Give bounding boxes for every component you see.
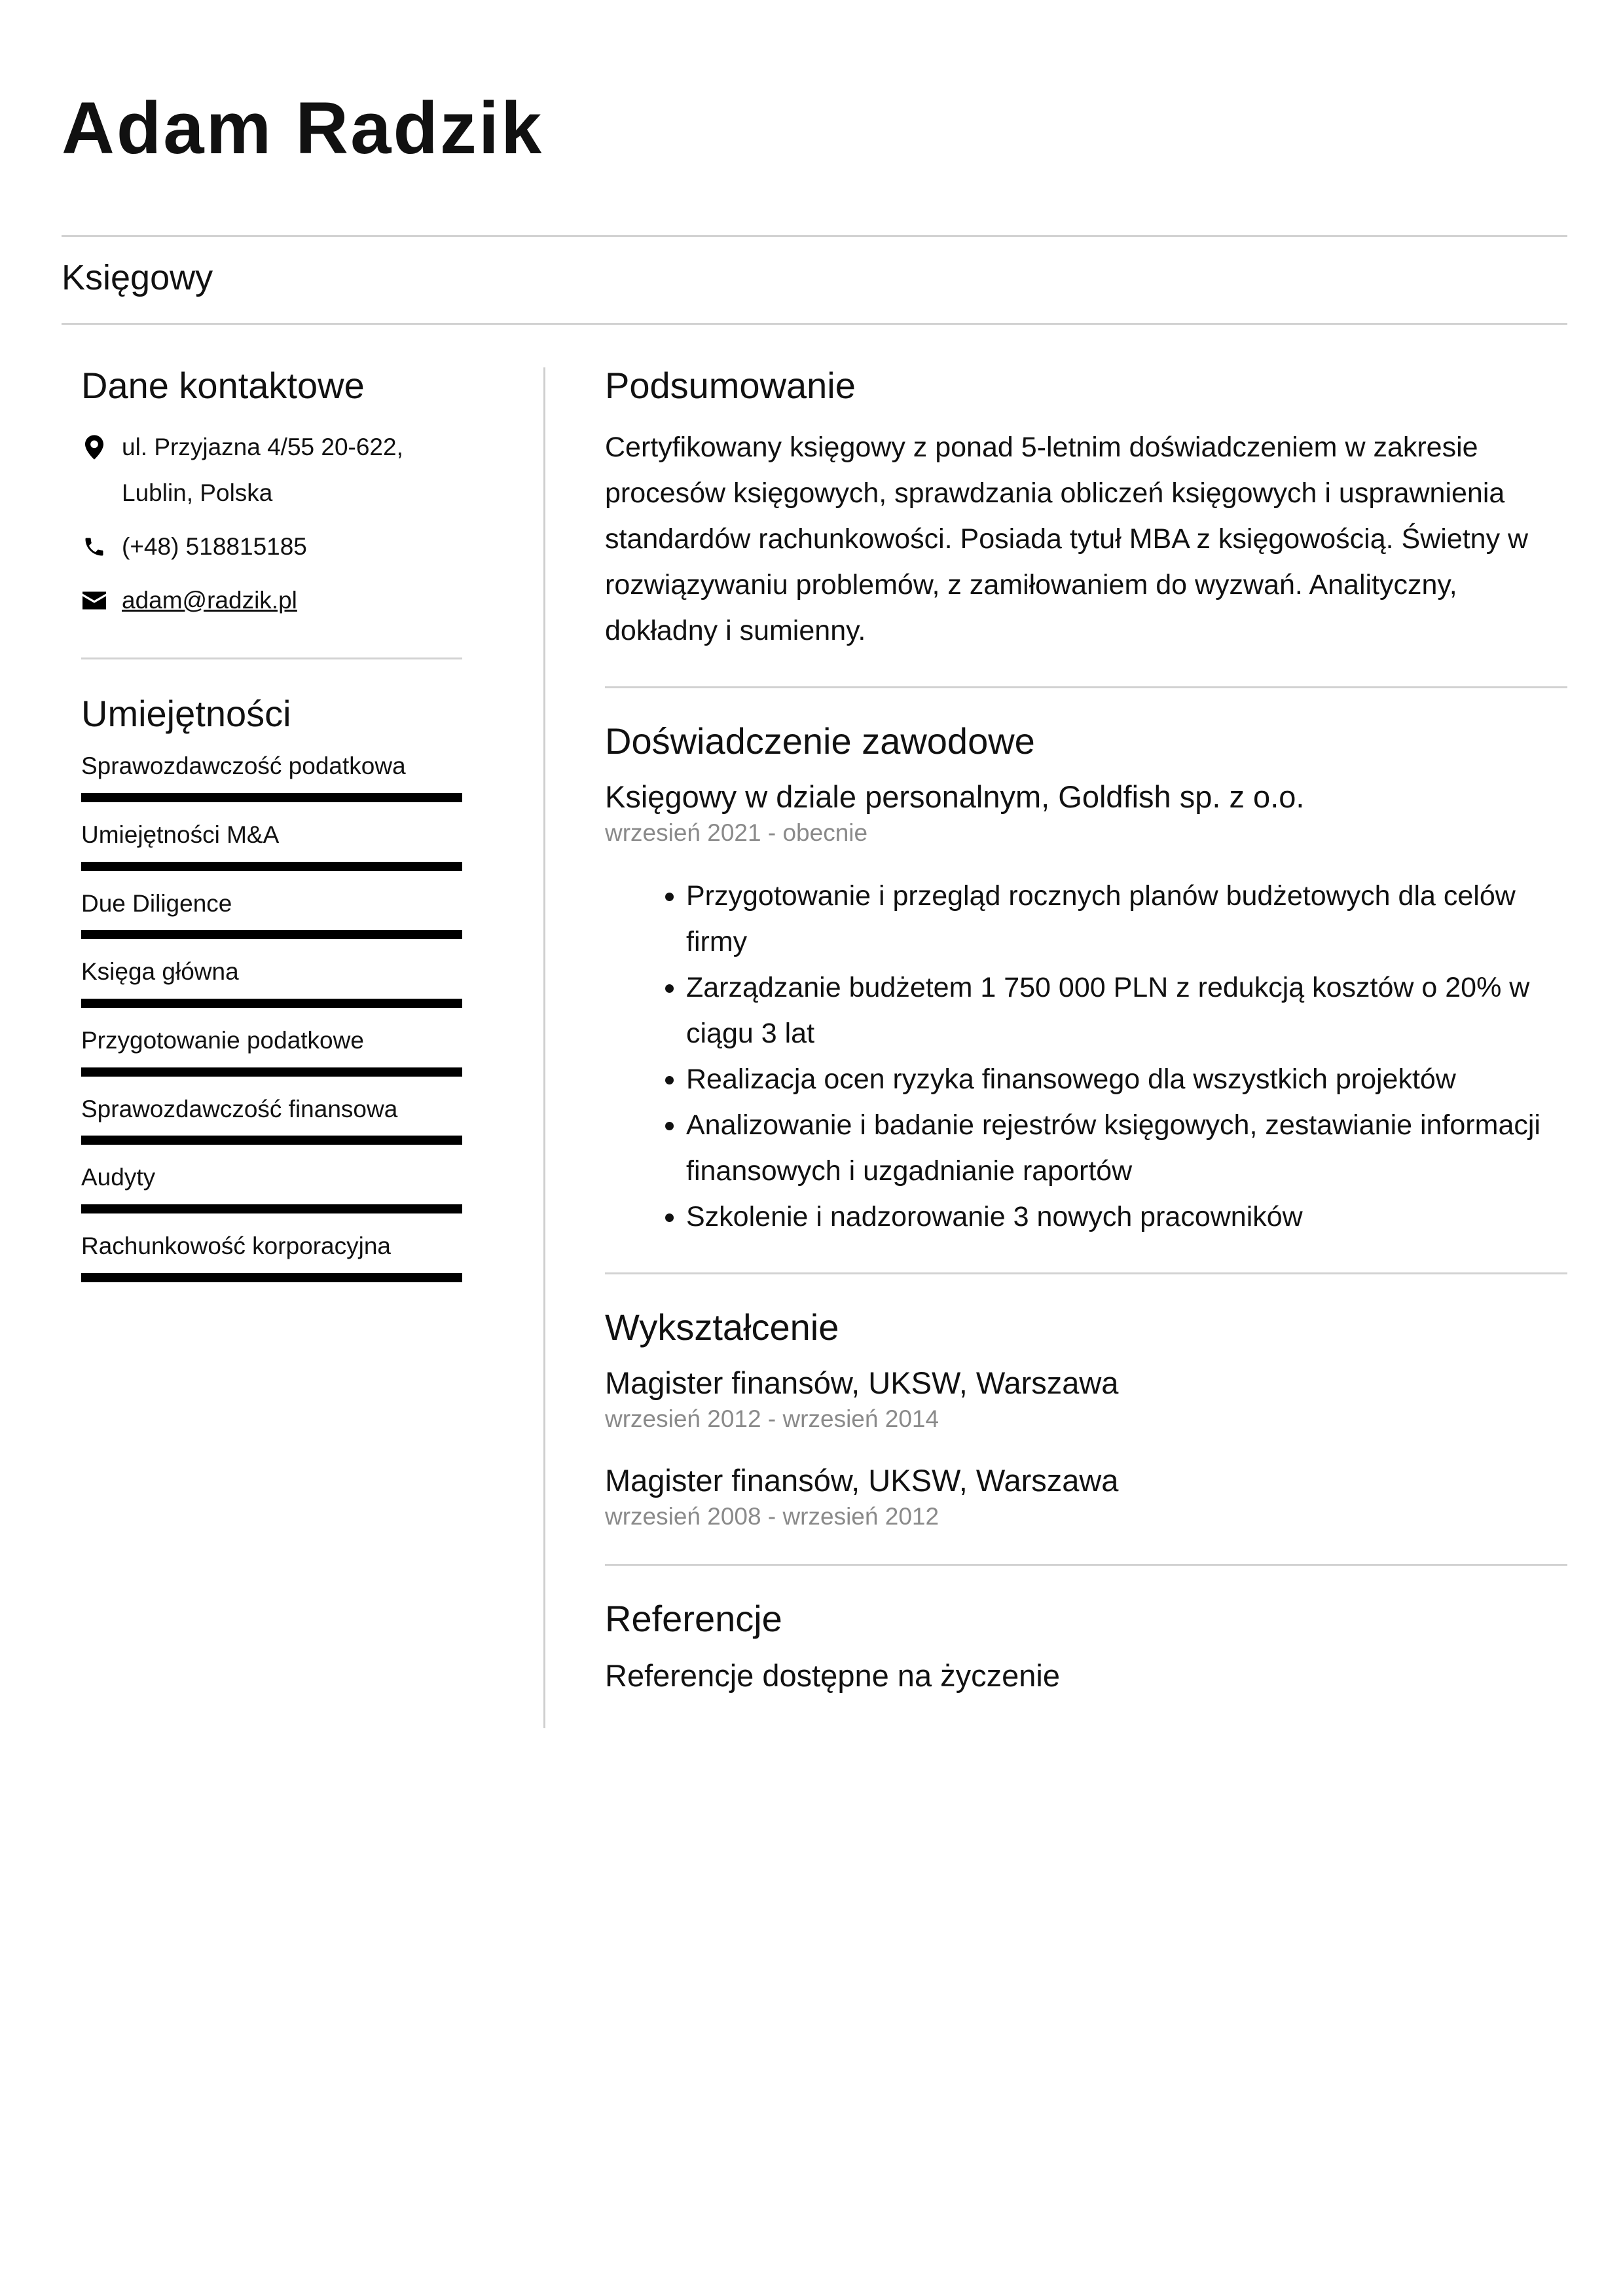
- skill-bar: [81, 1204, 462, 1213]
- job-bullets: [604, 873, 1566, 1240]
- skill-bar-fill: [81, 1204, 462, 1213]
- skill-bar-fill: [81, 930, 462, 939]
- header-divider-bottom: [62, 323, 1567, 325]
- references-section: [605, 1599, 1567, 1694]
- section-divider: [605, 686, 1567, 688]
- skill-bar-fill: [81, 793, 462, 802]
- references-text: Referencje dostępne na życzenie: [605, 1657, 1060, 1693]
- section-divider: [605, 1272, 1567, 1274]
- job-bullet: • Realizacja ocen ryzyka finansowego dla wszystkich projektów: [686, 1056, 1566, 1102]
- references-heading: Referencje: [605, 1598, 782, 1640]
- summary-heading: Podsumowanie: [605, 365, 856, 406]
- skill-bar-fill: [81, 862, 462, 871]
- skill-bar-fill: [81, 1136, 462, 1145]
- skill-bar-fill: [81, 999, 462, 1008]
- main-content: [605, 365, 1567, 1694]
- job-role: Księgowy: [62, 258, 213, 297]
- skill-bar-fill: [81, 1067, 462, 1077]
- education-heading: Wykształcenie: [605, 1306, 839, 1348]
- skill-label: Umiejętności M&A: [81, 821, 280, 848]
- section-divider: [605, 1564, 1567, 1566]
- skill-item: [81, 1164, 462, 1213]
- contact-list: [81, 424, 462, 623]
- experience-heading: Doświadczenie zawodowe: [605, 720, 1035, 762]
- sidebar: [81, 365, 462, 1302]
- skill-bar-fill: [81, 1273, 462, 1282]
- contact-address: [81, 424, 462, 516]
- phone-number: (+48) 518815185: [122, 532, 307, 560]
- skill-bar: [81, 1136, 462, 1145]
- address-line-1: ul. Przyjazna 4/55 20-622,: [122, 433, 403, 460]
- skill-item: [81, 1028, 462, 1077]
- skill-label: Audyty: [81, 1164, 156, 1191]
- skill-bar: [81, 862, 462, 871]
- skill-label: Due Diligence: [81, 889, 232, 917]
- contact-heading: Dane kontaktowe: [81, 365, 365, 406]
- summary-section: [605, 365, 1567, 654]
- degree-dates: wrzesień 2012 - wrzesień 2014: [605, 1405, 939, 1433]
- candidate-name: Adam Radzik: [62, 87, 544, 169]
- skill-bar: [81, 1273, 462, 1282]
- skill-label: Księga główna: [81, 958, 239, 986]
- skill-label: Rachunkowość korporacyjna: [81, 1232, 392, 1259]
- email-link[interactable]: adam@radzik.pl: [122, 586, 297, 614]
- map-pin-icon: [81, 424, 107, 470]
- skills-list: [81, 753, 462, 1282]
- skill-bar: [81, 999, 462, 1008]
- contact-email: [81, 578, 462, 623]
- address-line-2: Lublin, Polska: [122, 479, 273, 506]
- job-bullet: • Zarządzanie budżetem 1 750 000 PLN z redukcją kosztów o 20% w ciągu 3 lat: [686, 965, 1566, 1056]
- header-divider-top: [62, 235, 1567, 237]
- job-title: Księgowy w dziale personalnym, Goldfish sp. z o.o.: [605, 779, 1305, 815]
- skill-bar: [81, 1067, 462, 1077]
- job-dates: wrzesień 2021 - obecnie: [605, 819, 868, 847]
- job-bullet: • Analizowanie i badanie rejestrów księgowych, zestawianie informacji finansowych i uzgadnianie raportów: [686, 1102, 1566, 1194]
- phone-icon: [81, 524, 107, 570]
- education-entry: [605, 1463, 1567, 1531]
- sidebar-divider: [81, 657, 462, 659]
- skill-item: [81, 959, 462, 1008]
- column-divider: [543, 367, 545, 1728]
- skill-item: [81, 753, 462, 802]
- skill-label: Sprawozdawczość finansowa: [81, 1095, 398, 1122]
- job-bullet: • Przygotowanie i przegląd rocznych planów budżetowych dla celów firmy: [686, 873, 1566, 965]
- skill-item: [81, 891, 462, 940]
- experience-section: [605, 721, 1567, 1240]
- contact-phone: [81, 524, 462, 570]
- degree-title: Magister finansów, UKSW, Warszawa: [605, 1365, 1119, 1401]
- summary-text: Certyfikowany księgowy z ponad 5-letnim doświadczeniem w zakresie procesów księgowych, sprawdzania obliczeń księgowych i usprawnienia standardów rachunkowości. Posiada tytuł MBA z księgowością. Świetny w rozwiązywaniu problemów, z zamiłowaniem do wyzwań. Analityczny, dokładny i sumienny.: [605, 431, 1529, 646]
- skills-heading: Umiejętności: [81, 692, 291, 734]
- degree-dates: wrzesień 2008 - wrzesień 2012: [605, 1502, 939, 1530]
- skill-item: [81, 1096, 462, 1145]
- education-entry: [605, 1365, 1567, 1434]
- envelope-icon: [81, 578, 107, 623]
- skill-label: Sprawozdawczość podatkowa: [81, 752, 406, 780]
- skill-item: [81, 822, 462, 871]
- skill-bar: [81, 930, 462, 939]
- skill-item: [81, 1233, 462, 1282]
- degree-title: Magister finansów, UKSW, Warszawa: [605, 1462, 1119, 1498]
- job-bullet: • Szkolenie i nadzorowanie 3 nowych pracowników: [686, 1194, 1566, 1240]
- skill-bar: [81, 793, 462, 802]
- skill-label: Przygotowanie podatkowe: [81, 1026, 364, 1054]
- education-section: [605, 1307, 1567, 1531]
